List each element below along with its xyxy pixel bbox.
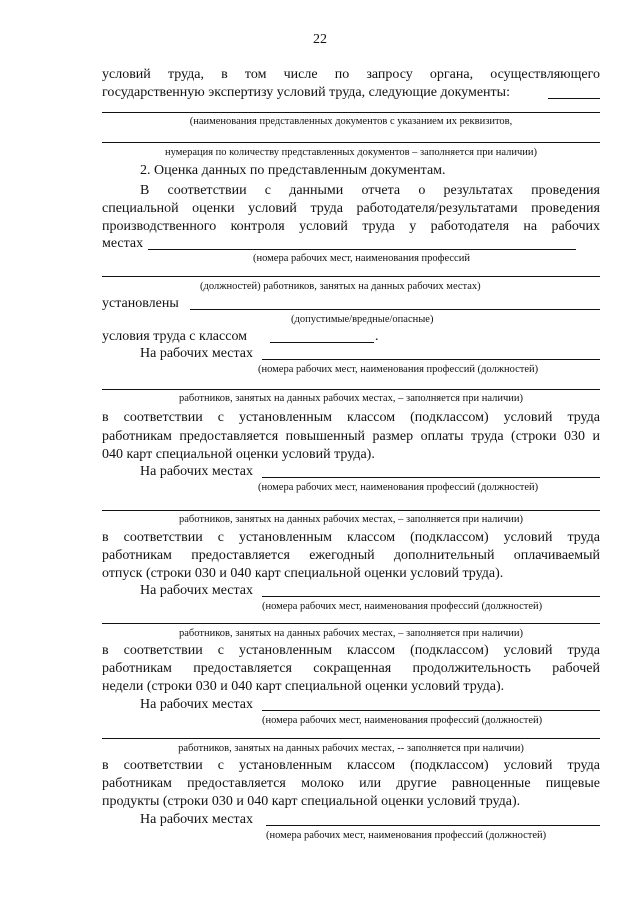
paragraph-line: установлены [102,296,179,311]
page-number: 22 [313,32,327,47]
paragraph-line: в соответствии с установленным классом (подклассом) условий труда [102,530,600,545]
paragraph-line: отпуск (строки 030 и 040 карт специальной оценки условий труда). [102,566,504,581]
field-caption: (наименования представленных документов с указанием их реквизитов, [189,116,513,127]
paragraph-line: в соответствии с установленным классом (подклассом) условий труда [102,758,600,773]
fill-in-line[interactable] [266,825,600,826]
field-caption: работников, занятых на данных рабочих местах, – заполняется при наличии) [179,628,523,639]
paragraph-line: работникам предоставляется повышенный размер оплаты труда (строки 030 и [102,429,600,444]
block-lead: На рабочих местах [140,812,253,827]
fill-in-line[interactable] [102,389,600,390]
field-caption: (номера рабочих мест, наименования профессий (должностей) [262,715,543,726]
paragraph-line: недели (строки 030 и 040 карт специальной оценки условий труда). [102,679,505,694]
fill-in-line[interactable] [102,112,600,113]
paragraph-line: государственную экспертизу условий труда, следующие документы: [102,85,510,100]
field-caption: работников, занятых на данных рабочих местах, -- заполняется при наличии) [178,743,524,754]
field-caption: (номера рабочих мест, наименования профессий (должностей) [266,830,547,841]
paragraph-line: работникам предоставляется ежегодный дополнительный оплачиваемый [102,548,600,563]
fill-in-line[interactable] [262,710,600,711]
paragraph-line: условий труда, в том числе по запросу органа, осуществляющего [102,67,600,82]
fill-in-line[interactable] [270,342,374,343]
fill-in-line[interactable] [262,359,600,360]
fill-in-line[interactable] [548,98,600,99]
paragraph-line: в соответствии с установленным классом (подклассом) условий труда [102,643,600,658]
block-lead: На рабочих местах [140,464,253,479]
fill-in-line[interactable] [148,249,576,250]
section-heading: 2. Оценка данных по представленным документам. [140,163,446,178]
field-caption: (должностей) работников, занятых на данных рабочих местах) [200,281,481,292]
fill-in-line[interactable] [102,142,600,143]
fill-in-line[interactable] [102,738,600,739]
paragraph-line: продукты (строки 030 и 040 карт специальной оценки условий труда). [102,794,521,809]
block-lead: На рабочих местах [140,346,253,361]
fill-in-line[interactable] [190,309,600,310]
field-caption: нумерация по количеству представленных документов – заполняется при наличии) [165,147,537,158]
paragraph-line: производственного контроля условий труда у работодателя на рабочих [102,219,600,234]
fill-in-line[interactable] [262,596,600,597]
paragraph-line: местах [102,236,144,251]
paragraph-line: 040 карт специальной оценки условий труда). [102,447,375,462]
field-caption: (номера рабочих мест, наименования профессий (должностей) [258,482,539,493]
period: . [375,329,379,344]
paragraph-line: в соответствии с установленным классом (подклассом) условий труда [102,410,600,425]
block-lead: На рабочих местах [140,697,253,712]
field-caption: (номера рабочих мест, наименования профессий (должностей) [258,364,539,375]
field-caption: (допустимые/вредные/опасные) [291,314,434,325]
fill-in-line[interactable] [102,510,600,511]
fill-in-line[interactable] [102,276,600,277]
paragraph-line: работникам предоставляется сокращенная продолжительность рабочей [102,661,600,676]
block-lead: На рабочих местах [140,583,253,598]
field-caption: (номера рабочих мест, наименования профессий [253,253,470,264]
paragraph-line: В соответствии с данными отчета о результатах проведения [140,183,600,198]
fill-in-line[interactable] [262,477,600,478]
field-caption: работников, занятых на данных рабочих местах, – заполняется при наличии) [179,514,523,525]
paragraph-line: работникам предоставляется молоко или другие равноценные пищевые [102,776,600,791]
paragraph-line: условия труда с классом [102,329,248,344]
field-caption: (номера рабочих мест, наименования профессий (должностей) [262,601,543,612]
field-caption: работников, занятых на данных рабочих местах, – заполняется при наличии) [179,393,523,404]
fill-in-line[interactable] [102,623,600,624]
paragraph-line: специальной оценки условий труда работодателя/результатами проведения [102,201,600,216]
